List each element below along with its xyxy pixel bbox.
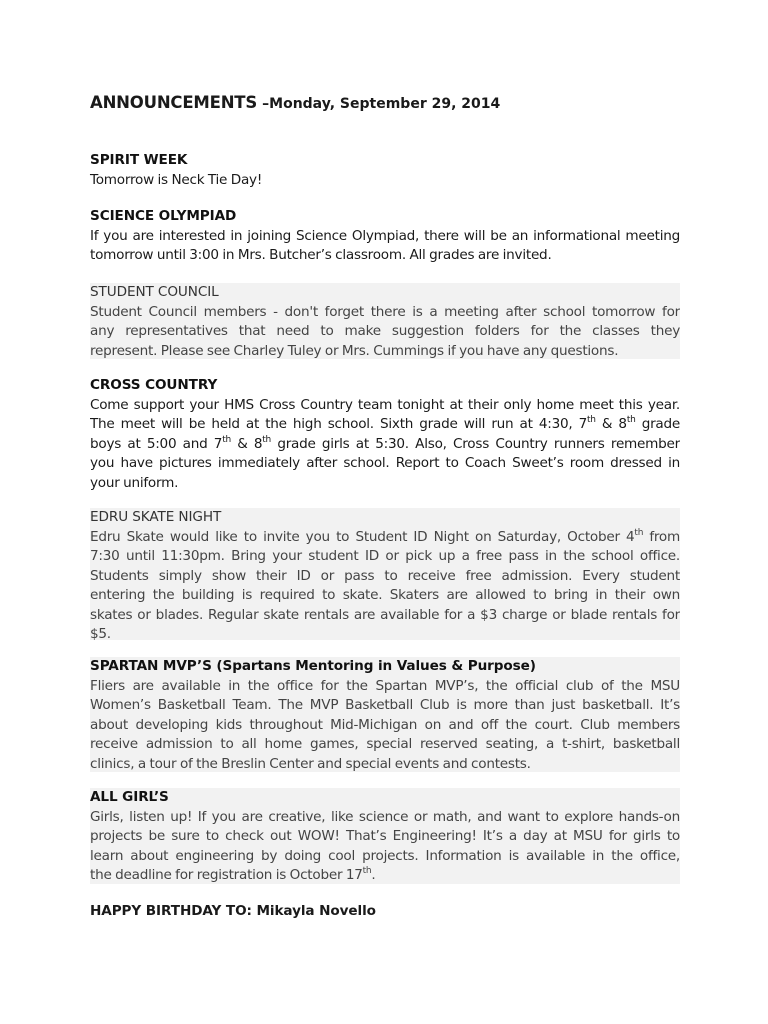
birthday-line: HAPPY BIRTHDAY TO: Mikayla Novello (90, 903, 376, 919)
text-line: Women’s Basketball Team. The MVP Basketball Club is more than just basketball. It’s (90, 697, 680, 713)
text-line: receive admission to all home games, special reserved seating, a t-shirt, basketball (90, 736, 680, 752)
text-line: any representatives that need to make suggestion folders for the classes they (90, 323, 680, 339)
body-all-girls (90, 808, 680, 886)
section-spartan-mvps (90, 657, 680, 772)
text-line: learn about engineering by doing cool projects. Information is available in the office, (90, 847, 680, 864)
section-student-council (90, 283, 680, 359)
text-line: Students simply show their ID or pass to receive free admission. Every student (90, 567, 680, 584)
text-line: If you are interested in joining Science Olympiad, there will be an informational meeting (90, 227, 680, 244)
heading-cross-country: CROSS COUNTRY (90, 377, 218, 393)
body-science-olympiad (90, 227, 680, 266)
text-line: The meet will be held at the high school. Sixth grade will run at 4:30, 7th & 8th grade (90, 415, 680, 432)
text-line: Come support your HMS Cross Country team tonight at their only home meet this year. (90, 396, 680, 413)
heading-spirit-week: SPIRIT WEEK (90, 152, 188, 168)
text-line: projects be sure to check out WOW! That’s Engineering! It’s a day at MSU for girls to (90, 828, 680, 844)
text-line: entering the building is required to skate. Skaters are allowed to bring in their own (90, 587, 680, 603)
text-line: your uniform. (90, 474, 179, 491)
body-student-council (90, 303, 680, 362)
text-line: Edru Skate would like to invite you to Student ID Night on Saturday, October 4th from (90, 527, 680, 545)
section-birthday (90, 902, 680, 922)
text-line: you have pictures immediately after school. Report to Coach Sweet’s room dressed in (90, 455, 680, 471)
text-line: 7:30 until 11:30pm. Bring your student ID or pick up a free pass in the school office. (90, 548, 680, 564)
body-spartan-mvps (90, 677, 680, 775)
text-line: represent. Please see Charley Tuley or Mrs. Cummings if you have any questions. (90, 342, 619, 359)
body-edru-skate (90, 528, 680, 645)
text-line: tomorrow until 3:00 in Mrs. Butcher’s classroom. All grades are invited. (90, 247, 552, 263)
text-line: clinics, a tour of the Breslin Center and special events and contests. (90, 755, 531, 772)
heading-spartan-mvps: SPARTAN MVP’S (Spartans Mentoring in Values & Purpose) (90, 658, 536, 674)
text-line: about developing kids throughout Mid-Michigan on and off the court. Club members (90, 716, 680, 733)
section-cross-country (90, 376, 680, 493)
title-dash: – (262, 96, 270, 112)
title-date: Monday, September 29, 2014 (269, 96, 501, 112)
text-line: boys at 5:00 and 7th & 8th grade girls at 5:30. Also, Cross Country runners remember (90, 434, 680, 452)
heading-all-girls: ALL GIRL’S (90, 789, 169, 805)
title-announcements: ANNOUNCEMENTS (90, 93, 258, 112)
body-cross-country (90, 396, 680, 494)
section-spirit-week (90, 151, 680, 190)
body-spirit-week: Tomorrow is Neck Tie Day! (90, 171, 263, 188)
heading-student-council: STUDENT COUNCIL (90, 284, 219, 300)
heading-edru-skate: EDRU SKATE NIGHT (90, 509, 222, 525)
section-science-olympiad (90, 207, 680, 266)
text-line: $5. (90, 626, 111, 642)
text-line: skates or blades. Regular skate rentals are available for a $3 charge or blade rentals for (90, 606, 680, 623)
heading-science-olympiad: SCIENCE OLYMPIAD (90, 208, 237, 224)
page-title (90, 93, 500, 112)
text-line: the deadline for registration is October 17th. (90, 866, 376, 883)
text-line: Girls, listen up! If you are creative, like science or math, and want to explore hands-on (90, 808, 680, 825)
text-line: Student Council members - don't forget there is a meeting after school tomorrow for (90, 303, 680, 320)
section-all-girls (90, 788, 680, 884)
text-line: Fliers are available in the office for the Spartan MVP’s, the official club of the MSU (90, 677, 680, 694)
section-edru-skate-night (90, 508, 680, 640)
